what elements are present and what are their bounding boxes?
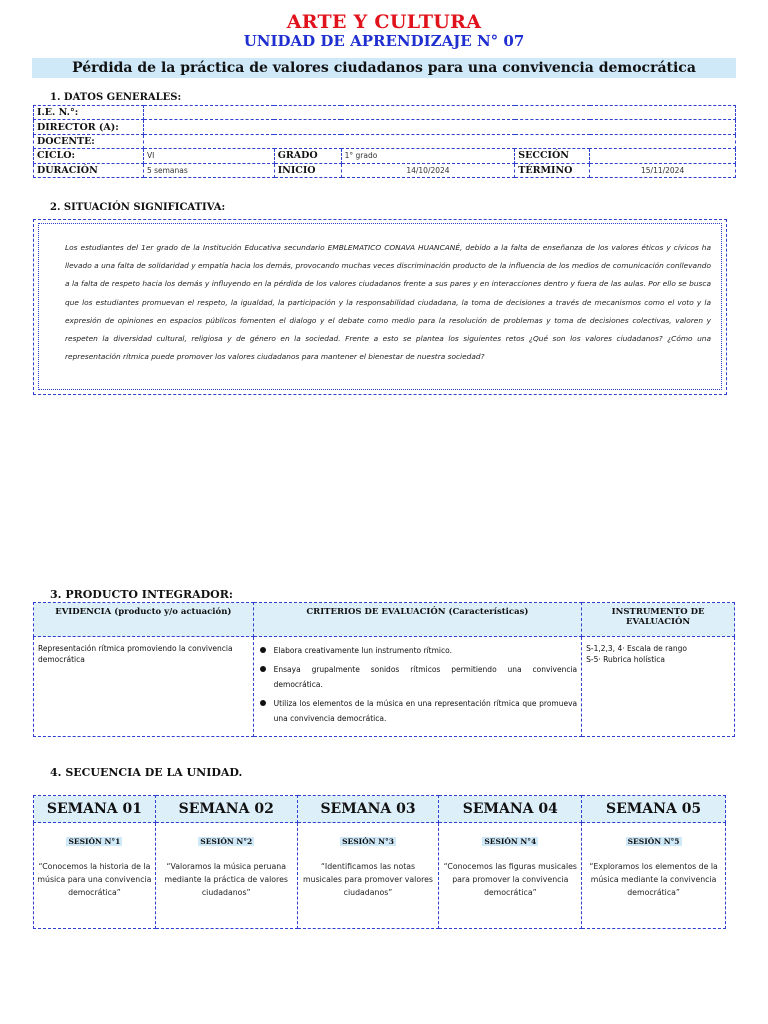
termino-value: 15/11/2024 xyxy=(590,163,736,177)
table-row xyxy=(34,106,736,120)
table-row xyxy=(34,637,735,737)
session-cell xyxy=(34,823,156,929)
secuencia-table xyxy=(33,795,726,929)
week-header: SEMANA 02 xyxy=(155,796,297,823)
sessions-row xyxy=(34,823,726,929)
session-label: SESIÓN N°2 xyxy=(200,837,253,846)
session-cell xyxy=(155,823,297,929)
grado-label: GRADO xyxy=(274,149,341,163)
weeks-row xyxy=(34,796,726,823)
week-header: SEMANA 01 xyxy=(34,796,156,823)
table-header-row xyxy=(34,603,735,637)
situacion-text: Los estudiantes del 1er grado de la Institución Educativa secundario EMBLEMATICO CONAVA HUANCANÉ, debido a la falta de enseñanza de los valores éticos y cívicos ha llevado a una falta de solidaridad y empatía hacia los demás, provocando muchas veces discriminación producto de la influencia de los medios de comunicación conllevando a la falta de respeto hacia los demás y influyendo en la pérdida de los valores ciudadanos frente a sus pares y en interacciones dentro y fuera de las aulas. Por ello se busca que los estudiantes promuevan el respeto, la igualdad, la participación y la responsabilidad ciudadana, la toma de decisiones a través de mecanismos como el voto y la expresión de opiniones en espacios públicos fomenten el dialogo y el debate como medio para la resolución de problemas y toma de decisiones colectivas, valoren y respeten la diversidad cultural, religiosa y de género en la sociedad. Frente a esto se plantea los siguientes retos ¿Qué son los valores ciudadanos? ¿Cómo una representación rítmica puede promover los valores ciudadanos para mantener el bienestar de nuestra sociedad? xyxy=(65,243,711,362)
evidencia-header: EVIDENCIA (producto y/o actuación) xyxy=(34,603,254,637)
bullet-icon xyxy=(260,666,266,672)
unit-subtitle: UNIDAD DE APRENDIZAJE N° 07 xyxy=(243,32,525,50)
instrumento-header: INSTRUMENTO DE EVALUACIÓN xyxy=(582,603,735,637)
table-row xyxy=(34,120,736,134)
criterio-text: Utiliza los elementos de la música en una representación rítmica que promueva una convivencia democrática. xyxy=(273,699,578,723)
session-title: “Valoramos la música peruana mediante la práctica de valores ciudadanos” xyxy=(164,862,288,897)
evidencia-cell: Representación rítmica promoviendo la convivencia democrática xyxy=(34,637,254,737)
duracion-label: DURACIÓN xyxy=(34,163,144,177)
week-header: SEMANA 05 xyxy=(582,796,726,823)
ciclo-value: VI xyxy=(143,149,274,163)
instrumento-cell xyxy=(582,637,735,737)
week-header: SEMANA 04 xyxy=(439,796,582,823)
session-label: SESIÓN N°5 xyxy=(627,837,680,846)
session-label: SESIÓN N°4 xyxy=(484,837,537,846)
list-item xyxy=(258,696,577,726)
session-title: “Identificamos las notas musicales para promover valores ciudadanos” xyxy=(303,862,433,897)
session-title: “Conocemos las figuras musicales para promover la convivencia democrática” xyxy=(443,862,577,897)
bullet-icon xyxy=(260,647,266,653)
session-title: “Exploramos los elementos de la música mediante la convivencia democrática” xyxy=(589,862,718,897)
table-row xyxy=(34,163,736,177)
session-label: SESIÓN N°3 xyxy=(342,837,394,846)
situacion-heading: 2. SITUACIÓN SIGNIFICATIVA: xyxy=(50,202,226,213)
instrumento-1: S-1,2,3, 4· Escala de rango xyxy=(586,644,687,653)
session-label: SESIÓN N°1 xyxy=(68,837,121,846)
secuencia-heading: 4. SECUENCIA DE LA UNIDAD. xyxy=(50,766,243,779)
session-title: “Conocemos la historia de la música para una convivencia democrática” xyxy=(37,862,152,897)
datos-generales-table xyxy=(33,105,736,178)
criterio-text: Ensaya grupalmente sonidos rítmicos permitiendo una convivencia democrática. xyxy=(273,665,578,689)
seccion-value xyxy=(590,149,736,163)
criterio-text: Elabora creativamente lun instrumento rítmico. xyxy=(273,646,452,655)
datos-generales-heading: 1. DATOS GENERALES: xyxy=(50,92,182,103)
docente-label: DOCENTE: xyxy=(34,134,144,148)
list-item xyxy=(258,662,577,692)
criterios-header: CRITERIOS DE EVALUACIÓN (Características) xyxy=(253,603,581,637)
duracion-value: 5 semanas xyxy=(143,163,274,177)
ie-value xyxy=(143,106,735,120)
ciclo-label: CICLO: xyxy=(34,149,144,163)
session-cell xyxy=(297,823,439,929)
session-cell xyxy=(582,823,726,929)
table-row xyxy=(34,149,736,163)
termino-label: TÉRMINO xyxy=(515,163,590,177)
document-title: ARTE Y CULTURA xyxy=(286,11,482,33)
instrumento-2: S-5· Rubrica holística xyxy=(586,655,665,664)
table-row xyxy=(34,134,736,148)
director-value xyxy=(143,120,735,134)
ie-label: I.E. N.°: xyxy=(34,106,144,120)
unit-banner: Pérdida de la práctica de valores ciudadanos para una convivencia democrática xyxy=(32,58,736,78)
bullet-icon xyxy=(260,700,266,706)
docente-value xyxy=(143,134,735,148)
grado-value: 1° grado xyxy=(341,149,515,163)
criterios-cell xyxy=(253,637,581,737)
director-label: DIRECTOR (A): xyxy=(34,120,144,134)
week-header: SEMANA 03 xyxy=(297,796,439,823)
inicio-value: 14/10/2024 xyxy=(341,163,515,177)
list-item xyxy=(258,643,577,658)
session-cell xyxy=(439,823,582,929)
seccion-label: SECCIÓN xyxy=(515,149,590,163)
producto-table xyxy=(33,602,735,737)
producto-heading: 3. PRODUCTO INTEGRADOR: xyxy=(50,588,233,601)
inicio-label: INICIO xyxy=(274,163,341,177)
